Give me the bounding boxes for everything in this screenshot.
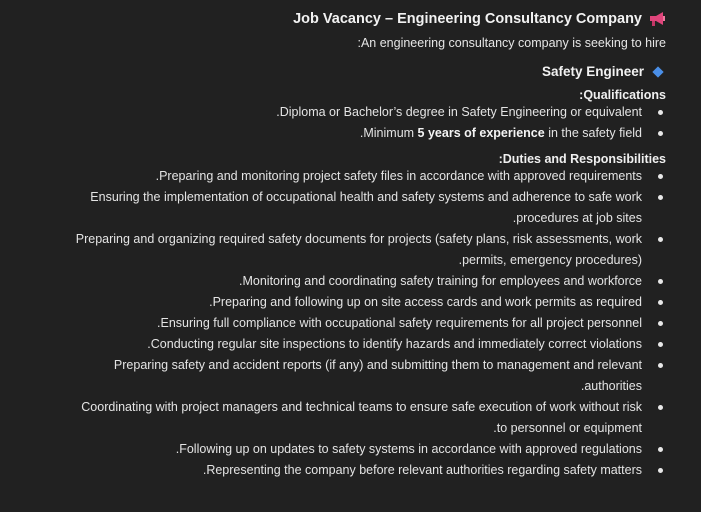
duty-text: Preparing safety and accident reports (if any) and submitting them to management and relevant [113,358,642,372]
list-item [0,123,666,144]
bullet-icon [658,110,663,115]
duty-text: .Representing the company before relevant authorities regarding safety matters [202,463,642,477]
experience-emphasis: 5 years of experience [417,126,545,140]
blue-diamond-icon [652,66,663,77]
bullet-icon [658,131,663,136]
duty-text: Ensuring the implementation of occupational health and safety systems and adherence to safe work [90,190,642,204]
duty-text: .Following up on updates to safety systems in accordance with approved regulations [175,442,642,456]
role-row [0,64,666,79]
duty-text: .Ensuring full compliance with occupational safety requirements for all project personnel [157,316,642,330]
duties-list [0,166,666,481]
list-item [0,334,666,355]
duties-heading: :Duties and Responsibilities [498,152,666,166]
bullet-icon [658,468,663,473]
intro-text: :An engineering consultancy company is seeking to hire [357,36,666,50]
qualification-text: .Diploma or Bachelor’s degree in Safety Engineering or equivalent [276,105,642,119]
qualification-text: .Minimum 5 years of experience in the safety field [359,126,642,140]
duty-text: .Preparing and following up on site access cards and work permits as required [209,295,642,309]
duty-text: .procedures at job sites [512,211,642,225]
duty-text: .Conducting regular site inspections to identify hazards and immediately correct violations [147,337,642,351]
list-item [0,292,666,313]
bullet-icon [658,342,663,347]
qualifications-heading: :Qualifications [579,88,666,102]
bullet-icon [658,174,663,179]
list-item [0,397,666,439]
list-item [0,355,666,397]
duty-text: .Monitoring and coordinating safety training for employees and workforce [239,274,642,288]
bullet-icon [658,195,663,200]
duty-text: .authorities [580,379,642,393]
title-row [0,6,666,32]
bullet-icon [658,237,663,242]
list-item [0,460,666,481]
megaphone-icon [648,11,666,27]
duty-text: Coordinating with project managers and technical teams to ensure safe execution of work without risk [81,400,642,414]
bullet-icon [658,321,663,326]
post-title: Job Vacancy – Engineering Consultancy Company [293,11,642,27]
duty-text: .to personnel or equipment [493,421,642,435]
bullet-icon [658,447,663,452]
list-item [0,187,666,229]
bullet-icon [658,300,663,305]
duty-text: .Preparing and monitoring project safety files in accordance with approved requirements [155,169,642,183]
duty-text: .permits, emergency procedures) [458,253,642,267]
list-item [0,271,666,292]
list-item [0,229,666,271]
list-item [0,166,666,187]
bullet-icon [658,405,663,410]
list-item [0,439,666,460]
role-title: Safety Engineer [541,64,644,79]
duty-text: Preparing and organizing required safety documents for projects (safety plans, risk assessments, work [75,232,642,246]
bullet-icon [658,363,663,368]
list-item [0,313,666,334]
list-item [0,102,666,123]
qualifications-list [0,102,666,144]
bullet-icon [658,279,663,284]
